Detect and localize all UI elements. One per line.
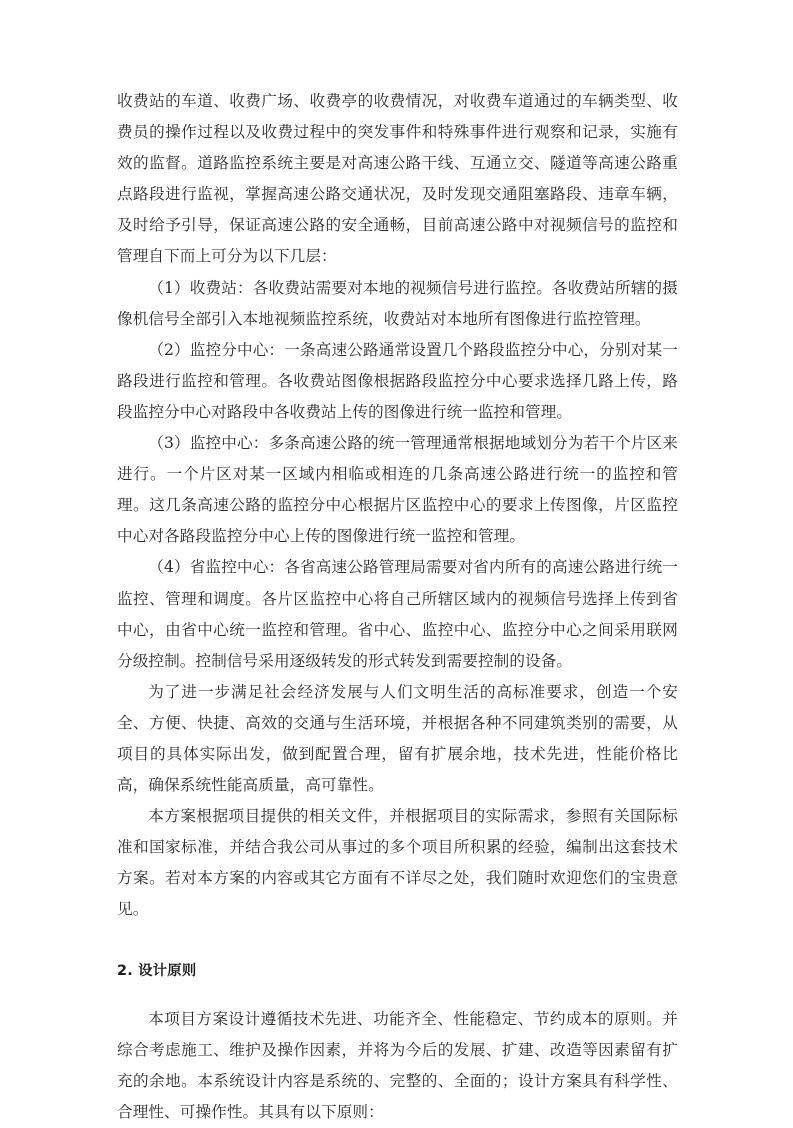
paragraph-level-1-toll-station: （1）收费站：各收费站需要对本地的视频信号进行监控。各收费站所辖的摄像机信号全部引入本地视频监控系统，收费站对本地所有图像进行监控管理。 bbox=[117, 278, 678, 328]
document-body bbox=[117, 86, 678, 1128]
paragraph-design-goal: 为了进一步满足社会经济发展与人们文明生活的高标准要求，创造一个安全、方便、快捷、高效的交通与生活环境，并根据各种不同建筑类别的需要，从项目的具体实际出发，做到配置合理，留有扩展余地，技术先进，性能价格比高，确保系统性能高质量，高可靠性。 bbox=[117, 682, 678, 795]
paragraph-level-4-province-center: （4）省监控中心：各省高速公路管理局需要对省内所有的高速公路进行统一监控、管理和调度。各片区监控中心将自己所辖区域内的视频信号选择上传到省中心，由省中心统一监控和管理。省中心、监控中心、监控分中心之间采用联网分级控制。控制信号采用逐级转发的形式转发到需要控制的设备。 bbox=[117, 558, 678, 670]
heading-spacer-below bbox=[117, 987, 678, 1004]
paragraph-proposal-basis: 本方案根据项目提供的相关文件，并根据项目的实际需求，参照有关国际标准和国家标准，并结合我公司从事过的多个项目所积累的经验，编制出这套技术方案。若对本方案的内容或其它方面有不详尽之处，我们随时欢迎您们的宝贵意见。 bbox=[117, 807, 678, 919]
paragraph-level-3-monitor-center: （3）监控中心：多条高速公路的统一管理通常根据地域划分为若干个片区来进行。一个片区对某一区域内相临或相连的几条高速公路进行统一的监控和管理。这几条高速公路的监控分中心根据片区监控中心的要求上传图像，片区监控中心对各路段监控分中心上传的图像进行统一监控和管理。 bbox=[117, 434, 678, 546]
paragraph-level-2-sub-center: （2）监控分中心：一条高速公路通常设置几个路段监控分中心，分别对某一路段进行监控和管理。各收费站图像根据路段监控分中心要求选择几路上传，路段监控分中心对路段中各收费站上传的图像进行统一监控和管理。 bbox=[117, 340, 678, 421]
paragraph-design-principles-intro: 本项目方案设计遵循技术先进、功能齐全、性能稳定、节约成本的原则。并综合考虑施工、维护及操作因素，并将为今后的发展、扩建、改造等因素留有扩充的余地。本系统设计内容是系统的、完整的、全面的；设计方案具有科学性、合理性、可操作性。其具有以下原则： bbox=[117, 1009, 678, 1121]
paragraph-intro-continuation: 收费站的车道、收费广场、收费亭的收费情况，对收费车道通过的车辆类型、收费员的操作过程以及收费过程中的突发事件和特殊事件进行观察和记录，实施有效的监督。道路监控系统主要是对高速公路干线、互通立交、隧道等高速公路重点路段进行监视，掌握高速公路交通状况，及时发现交通阻塞路段、违章车辆，及时给予引导，保证高速公路的安全通畅，目前高速公路中对视频信号的监控和管理自下而上可分为以下几层： bbox=[117, 92, 678, 266]
heading-spacer-above bbox=[117, 926, 678, 956]
section-heading-design-principles: 2. 设计原则 bbox=[117, 962, 197, 979]
